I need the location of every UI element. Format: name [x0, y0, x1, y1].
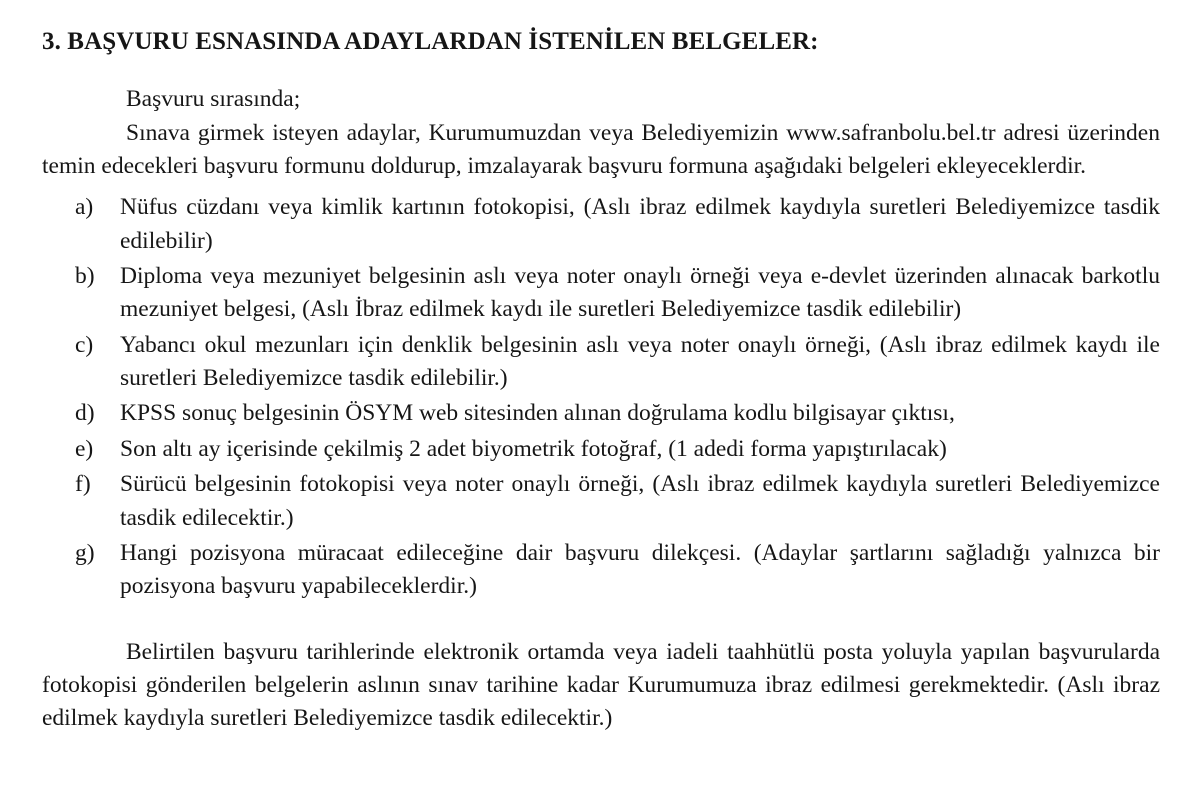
- required-documents-list: [42, 191, 1160, 603]
- list-item-text: Sürücü belgesinin fotokopisi veya noter onaylı örneği, (Aslı ibraz edilmek kaydıyla suretleri Belediyemizce tasdik edilecektir.): [120, 471, 1160, 531]
- list-item-marker: c): [75, 331, 94, 358]
- list-item-text: Nüfus cüzdanı veya kimlik kartının fotokopisi, (Aslı ibraz edilmek kaydıyla suretleri Belediyemizce tasdik edilebilir): [120, 194, 1160, 254]
- list-item-marker: g): [75, 539, 95, 566]
- list-item-marker: d): [75, 400, 95, 427]
- list-item-text: Diploma veya mezuniyet belgesinin aslı veya noter onaylı örneği veya e-devlet üzerinden alınacak barkotlu mezuniyet belgesi, (Aslı İbraz edilmek kaydı ile suretleri Belediyemizce tasdik edilebilir): [120, 263, 1160, 323]
- list-item-text: KPSS sonuç belgesinin ÖSYM web sitesinden alınan doğrulama kodlu bilgisayar çıktısı,: [120, 400, 955, 427]
- list-item: [42, 191, 1160, 258]
- intro-line: Başvuru sırasında;: [126, 86, 301, 113]
- list-item-marker: b): [75, 263, 95, 290]
- closing-paragraph: Belirtilen başvuru tarihlerinde elektronik ortamda veya iadeli taahhütlü posta yoluyla yapılan başvurularda fotokopisi gönderilen belgelerin aslının sınav tarihine kadar Kurumumuza ibraz edilmesi gerekmektedir. (Aslı ibraz edilmek kaydıyla suretleri Belediyemizce tasdik edilecektir.): [42, 638, 1160, 732]
- section-spacer: [42, 606, 1160, 636]
- list-item-marker: e): [75, 435, 94, 462]
- intro-paragraph: Sınava girmek isteyen adaylar, Kurumumuzdan veya Belediyemizin www.safranbolu.bel.tr adresi üzerinden temin edecekleri başvuru formunu doldurup, imzalayarak başvuru formuna aşağıdaki belgeleri ekleyeceklerdir.: [42, 119, 1160, 179]
- list-item-marker: a): [75, 194, 94, 221]
- list-item-text: Hangi pozisyona müracaat edileceğine dair başvuru dilekçesi. (Adaylar şartlarını sağladığı yalnızca bir pozisyona başvuru yapabileceklerdir.): [120, 539, 1160, 600]
- list-item: [42, 537, 1160, 604]
- list-item: [42, 260, 1160, 327]
- list-item-text: Son altı ay içerisinde çekilmiş 2 adet biyometrik fotoğraf, (1 adedi forma yapıştırılacak): [120, 435, 947, 462]
- list-item: [42, 397, 1160, 430]
- list-item: [42, 329, 1160, 396]
- page-title: 3. BAŞVURU ESNASINDA ADAYLARDAN İSTENİLEN BELGELER:: [42, 28, 819, 55]
- list-item: [42, 468, 1160, 535]
- list-item: [42, 433, 1160, 466]
- list-item-text: Yabancı okul mezunları için denklik belgesinin aslı veya noter onaylı örneği, (Aslı ibraz edilmek kaydı ile suretleri Belediyemizce tasdik edilebilir.): [120, 331, 1160, 392]
- list-item-marker: f): [75, 471, 91, 498]
